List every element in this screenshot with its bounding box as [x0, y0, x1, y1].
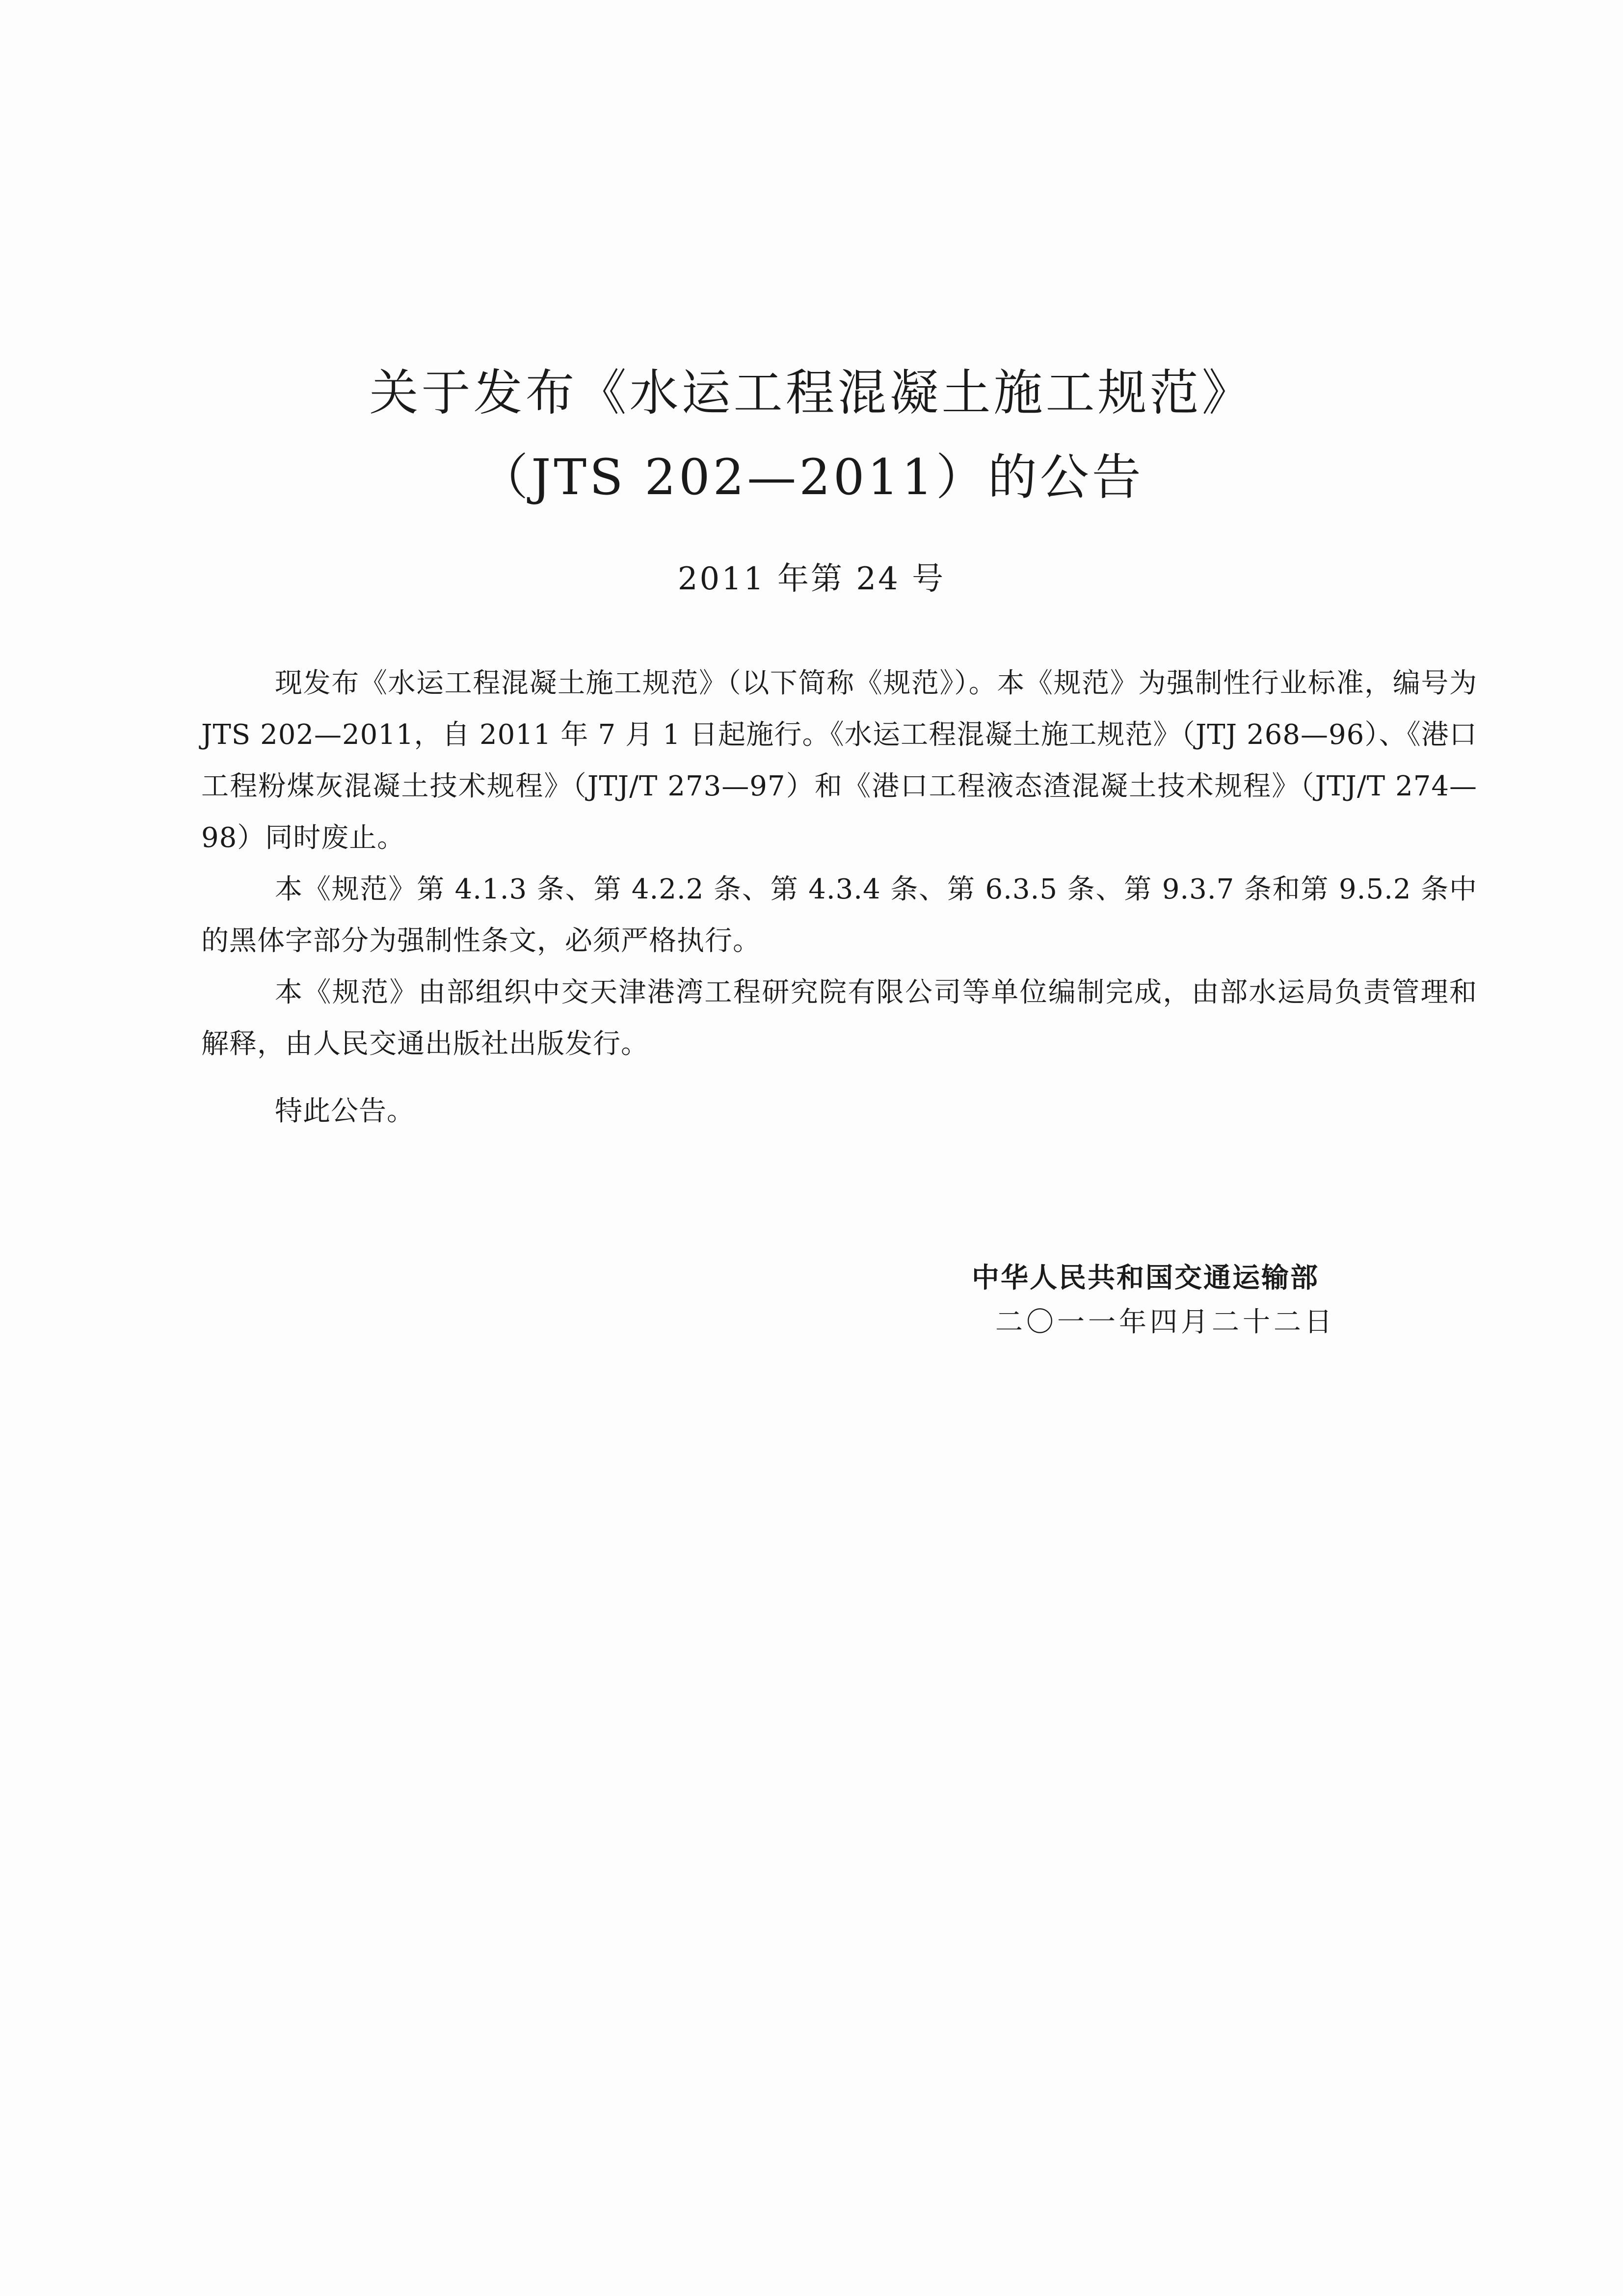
announcement-title [0, 351, 1623, 520]
closing-remark: 特此公告。 [275, 1095, 415, 1127]
announcement-number: 2011 年第 24 号 [677, 561, 946, 597]
title-line-1: 关于发布《水运工程混凝土施工规范》 [369, 364, 1254, 422]
issuing-authority: 中华人民共和国交通运输部 [972, 1262, 1319, 1294]
body-paragraph-1: 现发布《水运工程混凝土施工规范》（以下简称《规范》）。本《规范》为强制性行业标准，编号为 JTS 202—2011，自 2011 年 7 月 1 日起施行。《水运工程混凝土施工规范》（JTJ 268—96）、《港口工程粉煤灰混凝土技术规程》（JTJ/T 273—97）和《港口工程液态渣混凝土技术规程》（JTJ/T 274—98）同时废止。 [201, 667, 1478, 854]
body-paragraph-3: 本《规范》由部组织中交天津港湾工程研究院有限公司等单位编制完成，由部水运局负责管理和解释，由人民交通出版社出版发行。 [201, 976, 1477, 1060]
announcement-body [201, 658, 1477, 1070]
body-paragraph-2: 本《规范》第 4.1.3 条、第 4.2.2 条、第 4.3.4 条、第 6.3.5 条、第 9.3.7 条和第 9.5.2 条中的黑体字部分为强制性条文，必须严格执行。 [201, 873, 1477, 957]
title-line-2: （JTS 202—2011）的公告 [479, 449, 1144, 506]
issue-date: 二〇一一年四月二十二日 [995, 1306, 1335, 1338]
signature-block [972, 1256, 1335, 1345]
